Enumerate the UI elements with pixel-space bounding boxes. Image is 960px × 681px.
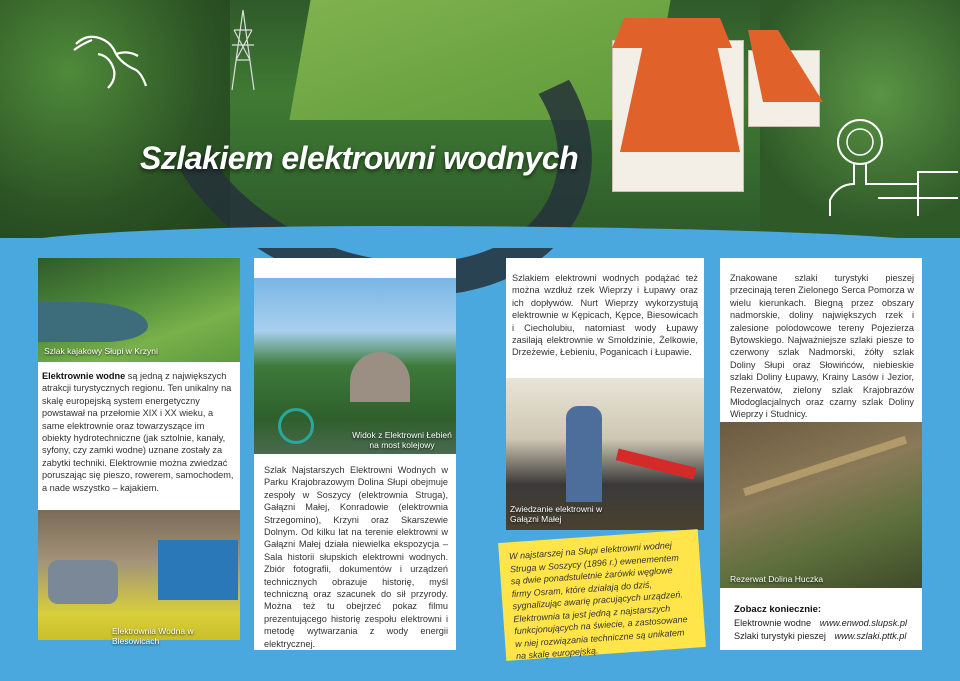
red-pipe bbox=[616, 449, 697, 480]
intro-lead: Elektrownie wodne bbox=[42, 371, 126, 381]
column-4 bbox=[720, 258, 922, 650]
struga-text: Szlak Najstarszych Elektrowni Wodnych w Parku Krajobrazowym Dolina Słupi obejmuje zespoły w Soszycy (elektrownia Struga), Gałązni Małej, Konradowie (elektrownia Strzegomino), Krzyni oraz Skarszewie Dolnym. Od kilku lat na terenie elektrowni w Gałązni Małej działa niewielka ekspozycja – Sala historii słupskich elektrowni wodnych. Zbiór fotografii, dokumentów i urządzeń technicznych obrazuje historię, myśl techniczną oraz szacunek do sił przyrody. Można też tu obejrzeć pokaz filmu prezentującego historię zespołu elektrowni i metodę wytwarzania z wody energii elektrycznej. bbox=[264, 465, 448, 649]
turbine-icon bbox=[818, 112, 960, 222]
photo-kayak-trail bbox=[38, 258, 240, 362]
generator bbox=[48, 560, 118, 604]
photo-huczka bbox=[720, 422, 922, 588]
rivers-text: Szlakiem elektrowni wodnych podążać też można wzdłuż rzek Wieprzy i Łupawy oraz ich dopływów. Nurt Wieprzy wykorzystują elektrownie w Kępicach, Kępce, Biesowicach i Ciecholubiu, natomiast wody Łupawy zasilają elektrownie w Smołdzinie, Żelkowie, Drzeżewie, Łebieniu, Poganicach i Łupawie. bbox=[512, 273, 698, 358]
photo-caption: Zwiedzanie elektrowni w Gałązni Małej bbox=[510, 504, 603, 524]
link-url[interactable]: www.szlaki.pttk.pl bbox=[834, 631, 907, 641]
photo-caption: Rezerwat Dolina Huczka bbox=[730, 574, 824, 584]
blue-machine bbox=[158, 540, 238, 600]
photo-caption: Szlak kajakowy Słupi w Krzyni bbox=[44, 346, 158, 356]
column-1 bbox=[38, 258, 240, 646]
fact-note: W najstarszej na Słupi elektrowni wodnej Struga w Soszycy (1896 r.) ewenementem są dwie ponadstuletnie żarówki węglowe firmy Osram, które działają do dziś, sygnalizując awarię pracujących urządzeń. Elektrownia ta jest jedną z najstarszych funkcjonujących na świecie, a zastosowane w niej rozwiązania techniczne są unikatem na skalę europejską. bbox=[498, 529, 706, 661]
photo-biesowice bbox=[38, 510, 240, 646]
link-row bbox=[734, 631, 906, 641]
heron-icon bbox=[72, 30, 150, 92]
photo-caption: Widok z Elektrowni Łebień na most kolejowy bbox=[352, 430, 452, 450]
water bbox=[38, 302, 148, 342]
link-url[interactable]: www.enwod.slupsk.pl bbox=[819, 618, 908, 628]
hiking-text: Znakowane szlaki turystyki pieszej przecinają teren Zielonego Serca Pomorza w wielu kierunkach. Biegną przez obszary nadmorskie, doliny największych rzek i zalesione polodowcowe tereny Pojezierza Bytowskiego. Najważniejsze szlaki piesze to czerwony szlak Nadmorski, żółty szlak Doliny Słupi oraz Słowińców, niebieskie szlaki Doliny Łupawy, Krainy Lasów i Jezior, Rezerwatów, zielony szlak Krajobrazów Młodoglacjalnych oraz czarny szlak Doliny Wieprzy i Studnicy. bbox=[730, 273, 914, 420]
photo-railway-bridge bbox=[254, 278, 456, 454]
hero-photo bbox=[0, 0, 960, 238]
photo-galazna-mala bbox=[506, 378, 704, 530]
column-2 bbox=[254, 258, 456, 650]
link-label: Elektrownie wodne bbox=[734, 618, 812, 628]
page-title: Szlakiem elektrowni wodnych bbox=[140, 140, 579, 176]
intro-body: są jedną z największych atrakcji turystycznych regionu. Ten unikalny na skalę europejską system energetyczny powstawał na przełomie XIX i XX wieku, a same elektrownie oraz towarzyszące im obiekty hydrotechniczne (jak sztolnie, kanały, syfony, czy zamki wodne) uznane zostały za zabytki techniki. Elektrownie można zwiedzać poruszając się pieszo, rowerem, samochodem, a nade wszystko – kajakiem. bbox=[42, 371, 234, 493]
link-row bbox=[734, 618, 907, 628]
bridge-arch bbox=[350, 352, 410, 402]
wheel bbox=[278, 408, 314, 444]
column-3 bbox=[506, 258, 704, 530]
power-pylon-icon bbox=[228, 10, 258, 90]
intro-text bbox=[42, 370, 236, 494]
footbridge bbox=[743, 436, 907, 496]
link-label: Szlaki turystyki pieszej bbox=[734, 631, 826, 641]
visitor bbox=[566, 406, 602, 502]
photo-caption: Elektrownia Wodna w Biesowicach bbox=[112, 626, 194, 646]
see-title: Zobacz koniecznie: bbox=[734, 604, 822, 615]
